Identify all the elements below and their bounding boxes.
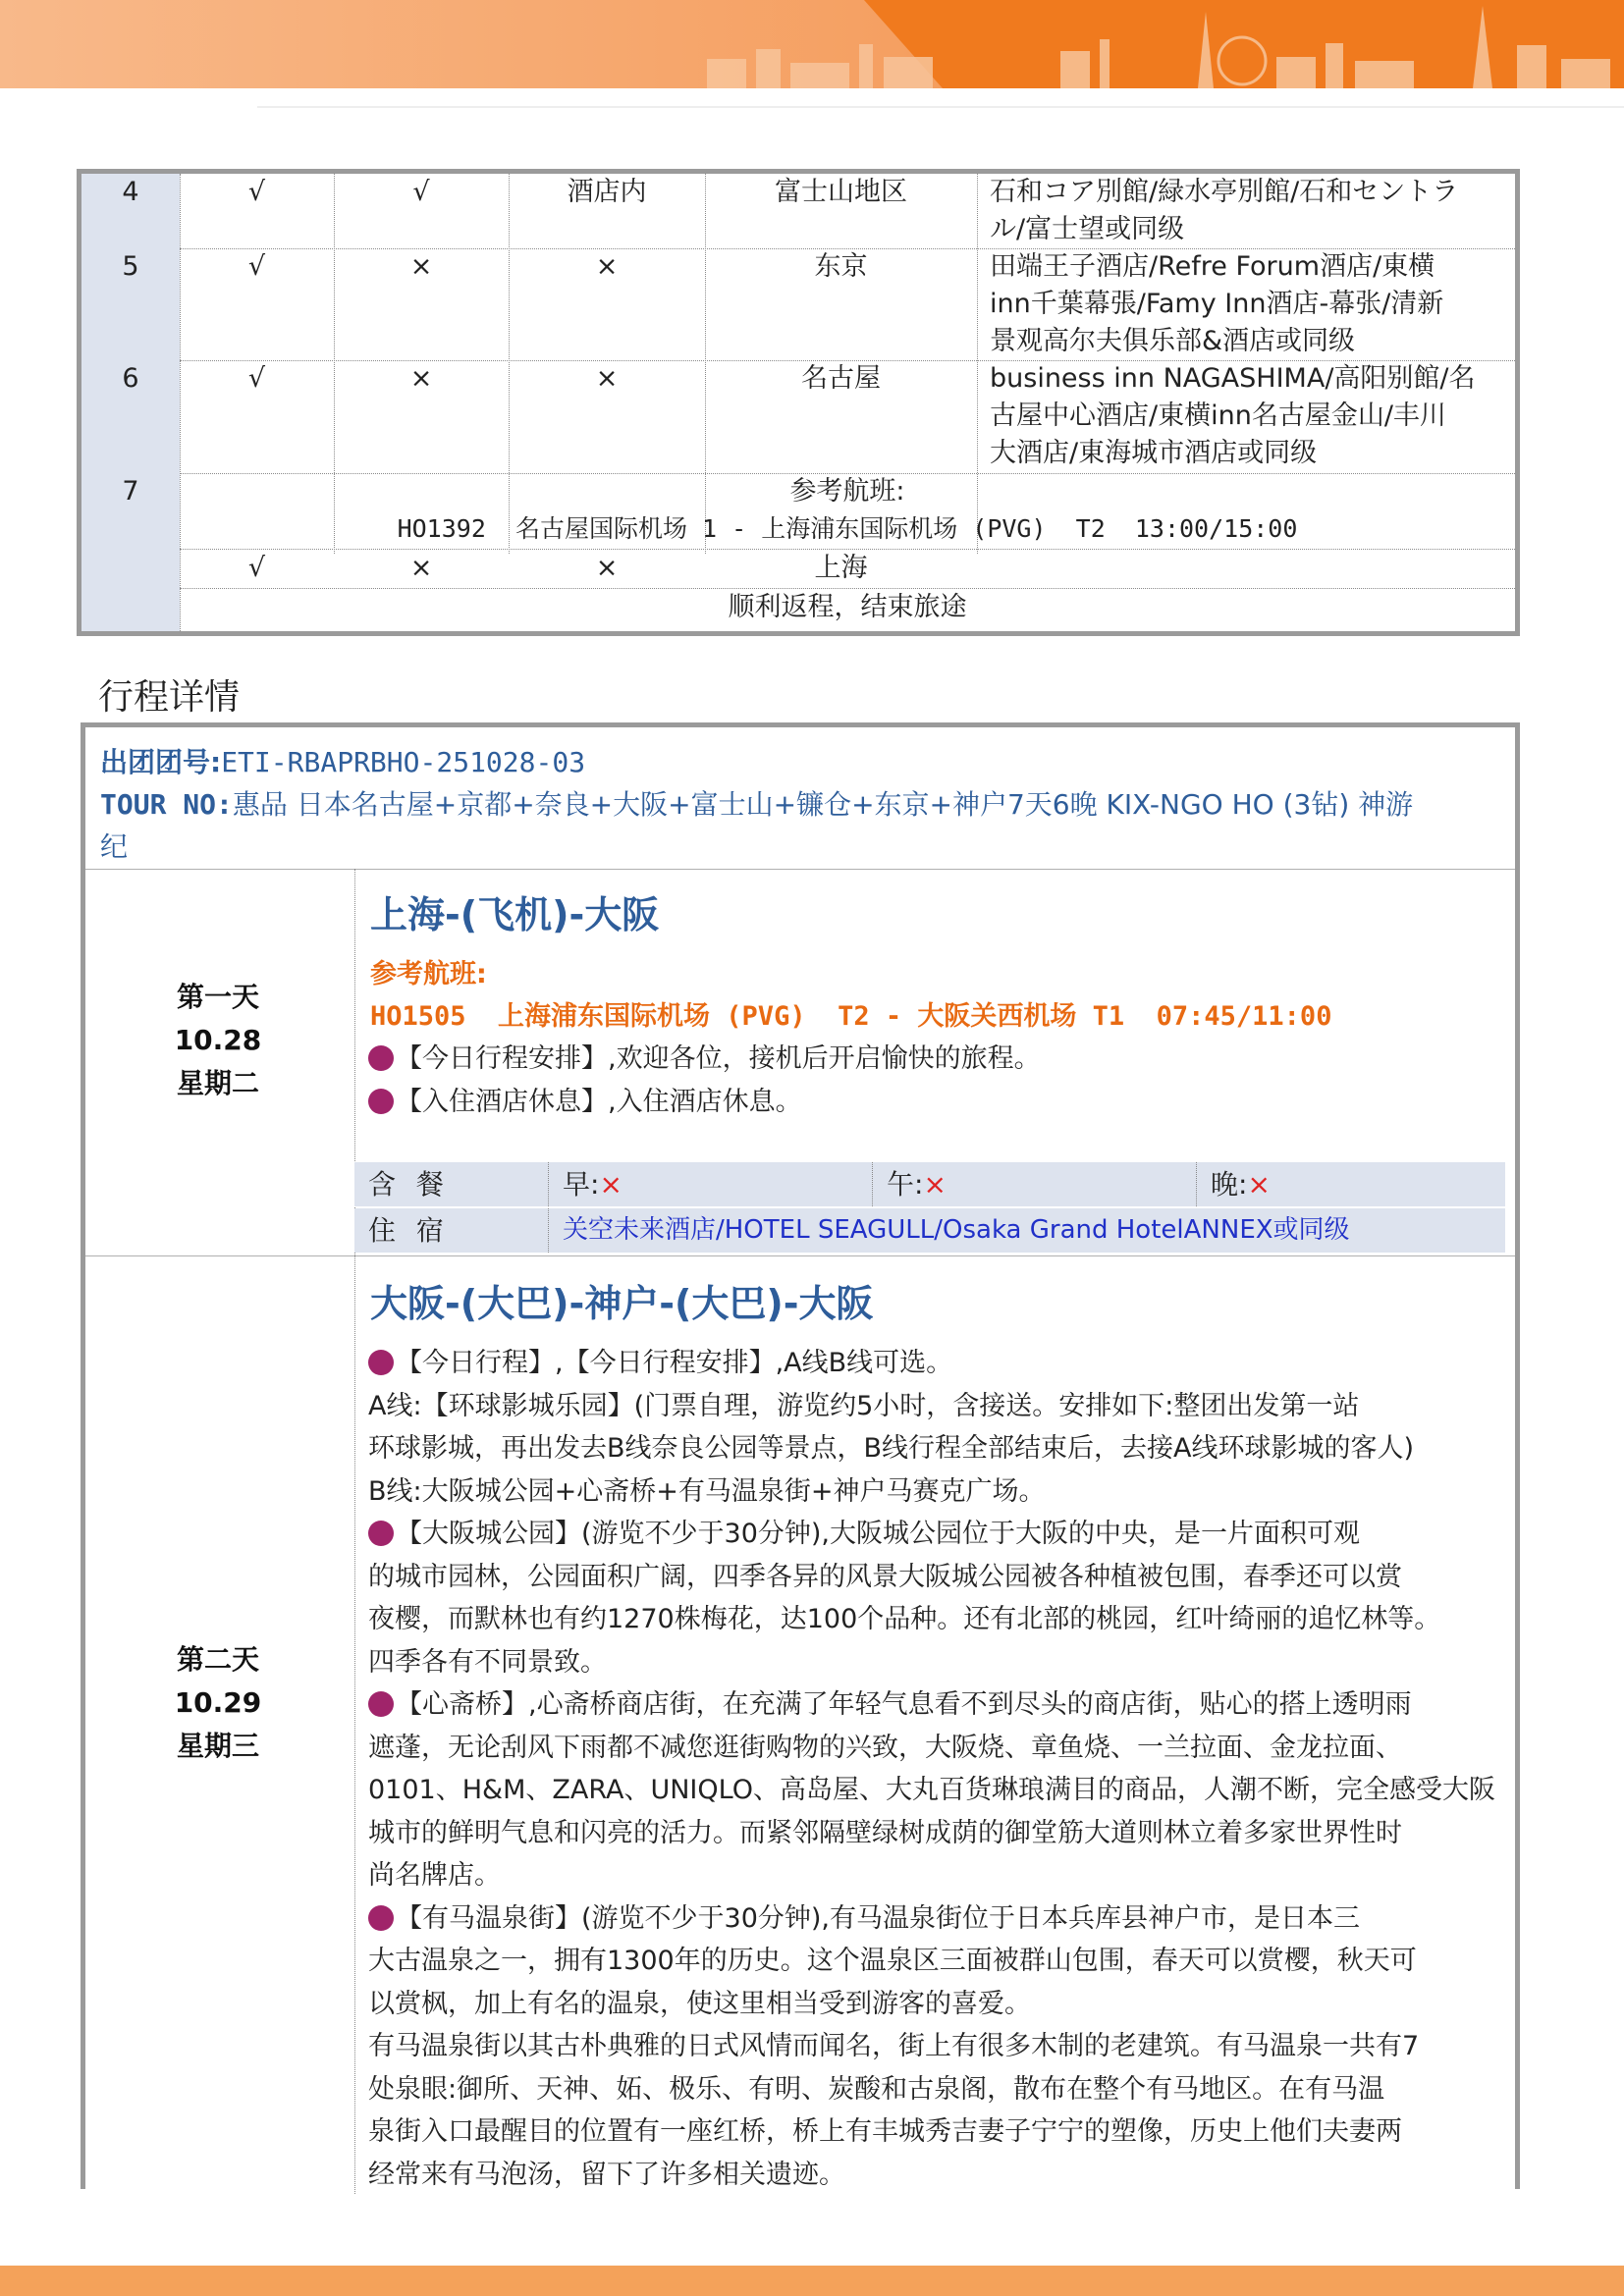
breakfast-mark: √	[247, 177, 266, 207]
schedule-table	[77, 169, 1520, 636]
day-label: 第一天 10.28 星期二	[174, 981, 262, 1099]
list-item: 【今日行程安排】,欢迎各位，接机后开启愉快的旅程。	[368, 1038, 1497, 1081]
bullet-icon	[368, 1350, 394, 1375]
group-number: ETI-RBAPRBHO-251028-03	[221, 746, 586, 778]
hotel-text: 田端王子酒店/Refre Forum酒店/東横 inn千葉幕張/Famy Inn酒店-幕张/清新 景观高尔夫俱乐部&酒店或同级	[990, 251, 1444, 356]
hotel-value: 关空未来酒店/HOTEL SEAGULL/Osaka Grand HotelANNEX或同级	[563, 1215, 1350, 1245]
divider	[85, 1255, 1515, 1256]
paragraph: A线:【环球影城乐园】(门票自理，游览约5小时，含接送。安排如下:整团出发第一站 环球影城，再出发去B线奈良公园等景点，B线行程全部结束后，去接A线环球影城的客人) B线:大阪城公园+心斋桥+有马温泉街+神户马赛克广场。	[368, 1390, 1415, 1507]
day-number: 5	[122, 251, 139, 282]
breakfast-mark: √	[247, 553, 266, 583]
dinner-mark: ×	[595, 553, 619, 583]
breakfast: 早:×	[549, 1162, 873, 1206]
section-title: 行程详情	[98, 677, 241, 718]
breakfast-mark: √	[247, 251, 266, 282]
hotel-text: business inn NAGASHIMA/高阳别館/名 古屋中心酒店/東横inn名古屋金山/丰川 大酒店/東海城市酒店或同级	[990, 363, 1476, 468]
tour-header	[100, 741, 1504, 868]
lunch-mark: ×	[409, 363, 433, 394]
paragraph: 【心斋桥】,心斋桥商店街，在充满了年轻气息看不到尽头的商店街，贴心的搭上透明雨 遮蓬，无论刮风下雨都不减您逛街购物的兴致，大阪烧、章鱼烧、一兰拉面、金龙拉面、 0101、H&M、ZARA、UNIQLO、高岛屋、大丸百货琳琅满目的商品，人潮不断，完全感受大阪 城市的鲜明气息和闪亮的活力。而紧邻隔壁绿树成荫的御堂筋大道则林立着多家世界性时 尚名牌店。	[368, 1689, 1495, 1891]
header-banner	[0, 0, 1624, 88]
day-column-fill	[81, 174, 180, 631]
paragraph: 【有马温泉街】(游览不少于30分钟),有马温泉街位于日本兵库县神户市，是日本三 大古温泉之一，拥有1300年的历史。这个温泉区三面被群山包围，春天可以赏樱，秋天可 以赏枫，加上有名的温泉，使这里相当受到游客的喜爱。	[368, 1902, 1417, 2019]
lunch-mark: ×	[409, 251, 433, 282]
footer-bar	[0, 2266, 1624, 2296]
flight-info: 参考航班: HO1505 上海浦东国际机场 (PVG) T2 - 大阪关西机场 T1 07:45/11:00	[370, 959, 1332, 1032]
bullet-icon	[368, 1089, 394, 1114]
bullet-icon	[368, 1521, 394, 1546]
closing-text: 顺利返程，结束旅途	[728, 592, 967, 622]
dinner: 晚:×	[1211, 1168, 1271, 1201]
breakfast-mark: √	[247, 363, 266, 394]
flight-detail: HO1392 名古屋国际机场 1 - 上海浦东国际机场 (PVG) T2 13:00/15:00	[397, 514, 1298, 543]
day-label: 第二天 10.29 星期三	[174, 1643, 262, 1762]
tour-name: 惠品 日本名古屋+京都+奈良+大阪+富士山+镰仓+东京+神户7天6晚 KIX-NGO HO (3钻) 神游	[232, 788, 1414, 821]
lunch-mark: √	[412, 177, 430, 207]
dinner-mark: ×	[595, 251, 619, 282]
bullet-icon	[368, 1691, 394, 1717]
meal-label: 含 餐	[354, 1162, 549, 1206]
paragraph: 【大阪城公园】(游览不少于30分钟),大阪城公园位于大阪的中央，是一片面积可观 的城市园林，公园面积广阔，四季各异的风景大阪城公园被各种植被包围，春季还可以赏 夜樱，而默林也有约1270株梅花，达100个品种。还有北部的桃园，红叶绮丽的追忆林等。 四季各有不同景致。	[368, 1519, 1441, 1678]
meal-row	[354, 1162, 1505, 1206]
city: 上海	[814, 553, 868, 583]
hotel-row	[354, 1208, 1505, 1253]
dinner-mark: 酒店内	[567, 177, 647, 207]
lunch: 午:×	[873, 1162, 1197, 1206]
day-number: 7	[122, 476, 139, 507]
day-items	[368, 1038, 1497, 1123]
tour-number-label: TOUR NO:	[100, 788, 233, 821]
column-divider	[354, 869, 355, 2194]
dinner-mark: ×	[595, 363, 619, 394]
city: 名古屋	[801, 363, 881, 394]
divider	[85, 869, 1515, 870]
header-rule	[257, 106, 1624, 108]
paragraph: 有马温泉街以其古朴典雅的日式风情而闻名，街上有很多木制的老建筑。有马温泉一共有7 处泉眼:御所、天神、妬、极乐、有明、炭酸和古泉阁，散布在整个有马地区。在有马温 泉街入口最醒目的位置有一座红桥，桥上有丰城秀吉妻子宁宁的塑像，历史上他们夫妻两 经常来有马泡汤，留下了许多相关遗迹。	[368, 2031, 1420, 2190]
lunch-mark: ×	[409, 553, 433, 583]
tour-name-continued: 纪	[100, 830, 129, 863]
day-description	[368, 1342, 1497, 2196]
city: 东京	[814, 251, 868, 282]
flight-label: 参考航班:	[789, 476, 905, 507]
day-title: 大阪-(大巴)-神户-(大巴)-大阪	[370, 1282, 874, 1325]
day-number: 4	[122, 177, 139, 207]
group-number-label: 出团团号:	[100, 746, 222, 778]
list-item: 【入住酒店休息】,入住酒店休息。	[368, 1081, 1497, 1124]
itinerary-detail	[81, 722, 1520, 2189]
day-title: 上海-(飞机)-大阪	[370, 893, 660, 936]
day-number: 6	[122, 363, 139, 394]
hotel-label: 住 宿	[354, 1208, 549, 1253]
bullet-icon	[368, 1905, 394, 1931]
bullet-icon	[368, 1045, 394, 1071]
city: 富士山地区	[775, 177, 907, 207]
paragraph: 【今日行程】,【今日行程安排】,A线B线可选。	[368, 1342, 1497, 1385]
hotel-text: 石和コア別館/緑水亭別館/石和セントラ ル/富士望或同级	[990, 177, 1459, 244]
